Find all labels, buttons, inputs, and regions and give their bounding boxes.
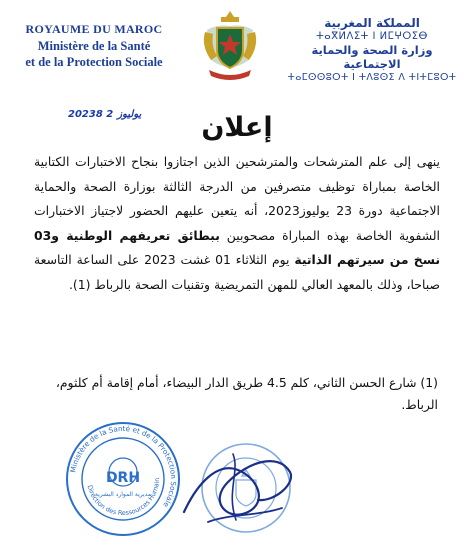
header-arabic bbox=[282, 16, 462, 83]
royal-coat-of-arms-icon bbox=[199, 8, 261, 84]
stamp-outer-text: Ministère de la Santé et de la Protection Sociale bbox=[68, 423, 179, 510]
stamp-arabic-text: مديرية الموارد البشرية bbox=[94, 491, 152, 498]
ministry-name-fr-2: et de la Protection Sociale bbox=[25, 55, 163, 69]
stamp-logo-text: DRH bbox=[105, 470, 141, 486]
body-paragraph-part-1: ينهى إلى علم المترشحات والمترشحين الذين اجتازوا بنجاح الاختبارات الكتابية الخاصة بمباراة توظيف متصرفين من الدرجة الثالثة بوزارة الصحة والحماية الاجتماعية دورة 23 يوليوز2023، أنه يتعين عليهم الحضور لاجتياز الاختبارات الشفوية الخاصة بهذه المباراة مصحوبين bbox=[34, 154, 440, 243]
handwritten-signature bbox=[178, 442, 298, 537]
date-day: 2 8 bbox=[95, 109, 114, 120]
kingdom-name-fr: ROYAUME DU MAROC bbox=[25, 22, 163, 36]
date-month: يوليوز bbox=[117, 109, 142, 120]
body-bold-requirements: ببطائق تعريفهم الوطنية و03 نسخ من سيرتهم الذاتية bbox=[34, 227, 440, 268]
date-year: 2023 bbox=[68, 109, 96, 120]
drh-official-stamp bbox=[64, 420, 182, 538]
ministry-name-fr: Ministère de la Santé bbox=[37, 39, 151, 53]
ministry-name-tifinagh: ⵜⴰⵎⵙⵙⵓⵔⵜ ⵏ ⵜⴷⵓⵙⵉ ⴷ ⵜⵏⵜⵎⵓⵔⵜ bbox=[287, 72, 457, 83]
footnote-address: (1) شارع الحسن الثاني، كلم 4.5 طريق الدار البيضاء، أمام إقامة أم كلثوم، الرباط. bbox=[55, 375, 438, 412]
kingdom-name-ar: المملكة المغربية bbox=[324, 16, 420, 30]
ministry-name-ar: وزارة الصحة والحماية الاجتماعية bbox=[311, 43, 433, 71]
kingdom-name-tifinagh: ⵜⴰⴳⵍⴷⵉⵜ ⵏ ⵍⵎⵖⵔⵉⴱ bbox=[316, 31, 428, 42]
page-title: إعلان bbox=[201, 112, 273, 143]
announcement-body bbox=[34, 150, 440, 298]
stamp-inner-text: Direction des Ressources Humain bbox=[85, 477, 162, 518]
body-paragraph-part-2: يوم الثلاثاء 01 غشت 2023 على الساعة التاسعة صباحا، وذلك بالمعهد العالي للمهن التمريضية وتقنيات الصحة بالرباط (1). bbox=[34, 252, 440, 292]
header-french bbox=[10, 22, 178, 70]
